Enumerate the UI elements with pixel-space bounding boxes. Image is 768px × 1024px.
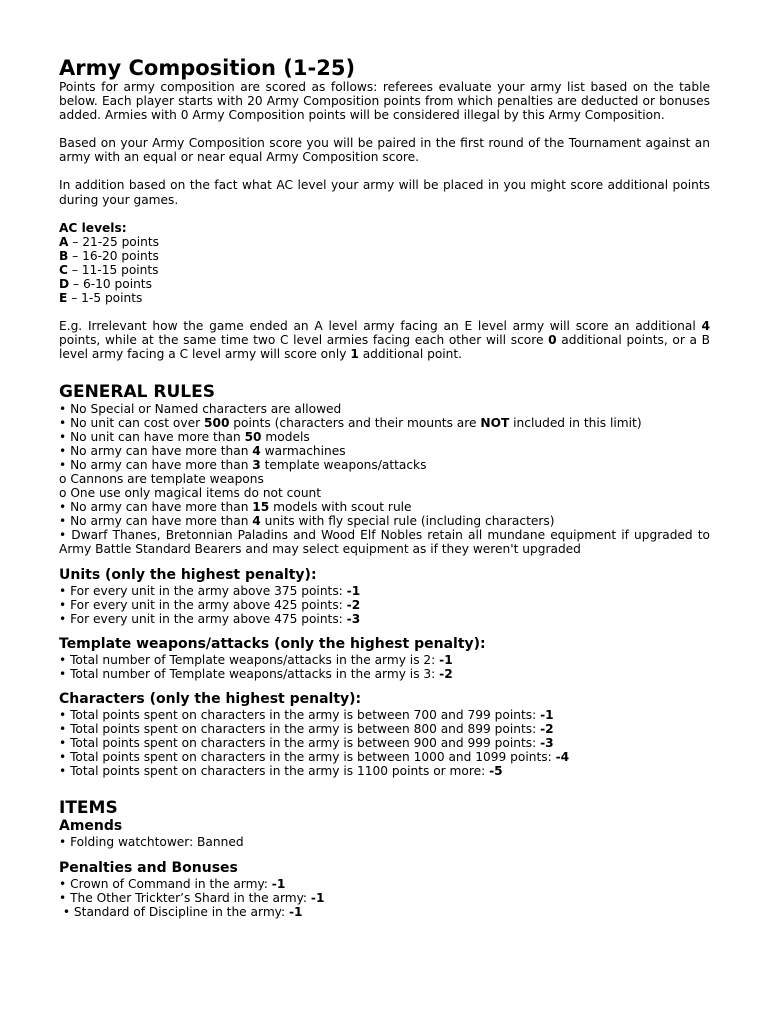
page-title: Army Composition (1-25) (59, 56, 356, 80)
rule-text: included in this limit) (509, 415, 642, 430)
character-penalty-item (59, 764, 710, 778)
item-penalty-item (59, 891, 710, 905)
penalty-text: • For every unit in the army above 375 points: (59, 583, 347, 598)
general-rule-item (59, 458, 710, 472)
penalty-value: -1 (439, 652, 453, 667)
penalty-text: • Total points spent on characters in the army is between 1000 and 1099 points: (59, 750, 556, 765)
rule-text: units with fly special rule (including characters) (260, 514, 555, 529)
item-penalty-item (59, 877, 710, 891)
ac-levels-list (59, 235, 710, 305)
penalty-text: • For every unit in the army above 475 points: (59, 611, 347, 626)
penalty-value: -1 (540, 708, 554, 722)
ac-level-item (59, 263, 710, 277)
character-penalty-item (59, 722, 710, 736)
unit-penalty-item (59, 584, 710, 598)
penalty-value: -1 (271, 876, 286, 891)
ac-level-range: – 21-25 points (68, 234, 159, 249)
general-rule-item (59, 500, 710, 514)
character-penalty-item (59, 708, 710, 722)
ac-level-item (59, 235, 710, 249)
template-penalty-item (59, 667, 710, 681)
rule-value: 15 (252, 500, 270, 515)
rule-value: 4 (252, 443, 261, 458)
rule-text: models (261, 429, 310, 444)
rule-value: 50 (244, 429, 262, 444)
characters-list (59, 708, 710, 778)
intro-paragraph-2: Based on your Army Composition score you will be paired in the first round of the Tournament against an army with an equal or near equal Army Composition score. (59, 136, 710, 165)
rule-text: models with scout rule (269, 500, 412, 515)
rule-text: • No army can have more than (59, 457, 253, 472)
template-penalty-item (59, 653, 710, 667)
intro-paragraph-3: In addition based on the fact what AC level your army will be placed in you might score additional points during your games. (59, 178, 710, 207)
penalty-text: • Total number of Template weapons/attacks in the army is 3: (59, 666, 440, 681)
penalty-value: -1 (346, 583, 361, 598)
penalty-value: -2 (439, 666, 453, 681)
rule-text: o Cannons are template weapons (59, 471, 264, 486)
general-rule-item (59, 486, 710, 500)
rule-text: • No unit can have more than (59, 429, 245, 444)
ac-level-letter: C (59, 262, 68, 277)
rule-value: 500 (203, 415, 230, 430)
ac-levels-heading: AC levels: (59, 220, 127, 235)
penalty-text: • Total points spent on characters in the army is between 800 and 899 points: (59, 722, 541, 737)
ac-level-item (59, 249, 710, 263)
penalty-text: • Total points spent on characters in the army is between 900 and 999 points: (59, 736, 541, 751)
ac-level-range: – 6-10 points (69, 277, 152, 292)
penalty-text: • Total number of Template weapons/attacks in the army is 2: (59, 652, 440, 667)
general-rule-item (59, 402, 710, 416)
general-rules-list (59, 402, 710, 529)
units-list (59, 584, 710, 626)
rule-text: • No army can have more than (59, 443, 253, 458)
ac-level-letter: B (59, 248, 69, 263)
rule-text: • No Special or Named characters are allowed (59, 401, 342, 416)
ac-level-item (59, 291, 710, 305)
general-rule-item (59, 430, 710, 444)
template-list (59, 653, 710, 681)
dwarf-rule: • Dwarf Thanes, Bretonnian Paladins and Wood Elf Nobles retain all mundane equipment if upgraded to Army Battle Standard Bearers and may select equipment as if they weren't upgraded (59, 528, 710, 557)
penalty-value: -2 (540, 722, 554, 737)
character-penalty-item (59, 750, 710, 764)
rule-text: template weapons/attacks (260, 457, 427, 472)
penalties-heading: Penalties and Bonuses (59, 859, 238, 876)
intro-paragraph-1: Points for army composition are scored as follows: referees evaluate your army list based on the table below. Each player starts with 20 Army Composition points from which penalties are deducted or bonuses added. Armies with 0 Army Composition points will be considered illegal by this Army Composition. (59, 80, 710, 123)
unit-penalty-item (59, 598, 710, 612)
rule-text: • No army can have more than (59, 514, 253, 529)
general-rule-item (59, 472, 710, 486)
penalty-text: • Standard of Discipline in the army: (59, 904, 289, 919)
penalty-value: -3 (540, 736, 554, 751)
penalty-value: -1 (289, 904, 303, 919)
units-heading: Units (only the highest penalty): (59, 566, 317, 583)
rule-value: 3 (252, 457, 261, 472)
penalty-text: • Total points spent on characters in the army is between 700 and 799 points: (59, 708, 541, 722)
template-heading: Template weapons/attacks (only the highest penalty): (59, 635, 486, 652)
characters-heading: Characters (only the highest penalty): (59, 691, 362, 707)
penalty-value: -2 (346, 597, 361, 612)
example-paragraph: E.g. Irrelevant how the game ended an A level army facing an E level army will score an additional 4 points, while at the same time two C level armies facing each other will score 0 additional points, or a B level army facing a C level army will score only 1 additional point. (59, 319, 710, 362)
penalty-text: • For every unit in the army above 425 points: (59, 597, 347, 612)
ac-level-letter: A (59, 234, 69, 249)
penalty-value: -1 (310, 890, 325, 905)
general-rules-heading: GENERAL RULES (59, 381, 215, 402)
items-heading: ITEMS (59, 798, 118, 819)
penalty-text: • Total points spent on characters in the army is 1100 points or more: (59, 764, 490, 779)
rule-value: NOT (480, 415, 510, 430)
rule-text: warmachines (260, 443, 346, 458)
penalty-text: • Crown of Command in the army: (59, 876, 272, 891)
penalty-text: • The Other Trickter’s Shard in the army: (59, 890, 311, 905)
general-rule-item (59, 444, 710, 458)
general-rule-item (59, 416, 710, 430)
penalty-value: -5 (489, 764, 503, 779)
ac-level-range: – 1-5 points (67, 291, 143, 306)
ac-level-item (59, 277, 710, 291)
ac-level-letter: D (59, 277, 70, 292)
ac-level-range: – 16-20 points (68, 248, 159, 263)
ac-level-letter: E (59, 291, 68, 306)
amends-heading: Amends (59, 818, 123, 835)
rule-text: • No unit can cost over (59, 415, 204, 430)
penalty-value: -3 (346, 611, 361, 626)
item-penalty-item (59, 905, 710, 919)
unit-penalty-item (59, 612, 710, 626)
rule-text: • No army can have more than (59, 500, 253, 515)
amends-item: • Folding watchtower: Banned (59, 835, 244, 850)
penalties-list (59, 877, 710, 919)
document-content (59, 56, 710, 919)
rule-text: o One use only magical items do not count (59, 486, 322, 501)
rule-value: 4 (252, 514, 261, 529)
general-rule-item (59, 514, 710, 528)
ac-level-range: – 11-15 points (67, 262, 159, 277)
penalty-value: -4 (555, 750, 570, 765)
rule-text: points (characters and their mounts are (229, 415, 481, 430)
character-penalty-item (59, 736, 710, 750)
